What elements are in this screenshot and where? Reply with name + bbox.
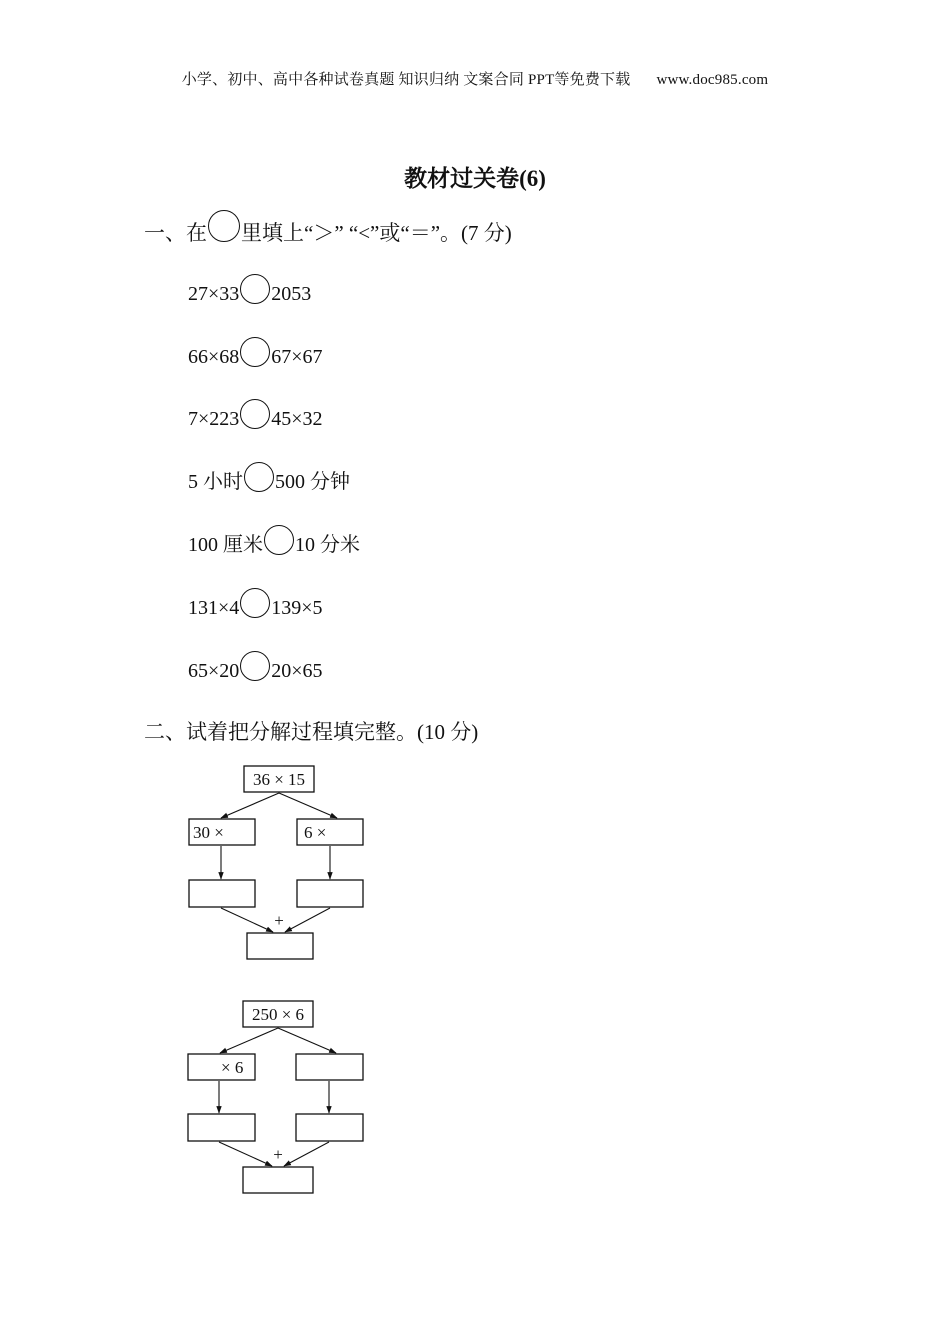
d2-left-text: × 6 [221, 1058, 244, 1077]
d2-plus-sign: + [273, 1145, 283, 1164]
comparison-row: 27×33 2053 [188, 274, 311, 306]
comparison-row: 131×4 139×5 [188, 588, 323, 620]
page-title: 教材过关卷(6) [404, 166, 546, 191]
d2-sum-box[interactable] [243, 1167, 313, 1193]
comparison-row: 66×68 67×67 [188, 337, 323, 369]
comparison-row: 100 厘米 10 分米 [188, 525, 360, 557]
d2-right-result-box[interactable] [296, 1114, 363, 1141]
d1-top-text: 36 × 15 [252, 770, 306, 789]
d1-sum-box[interactable] [247, 933, 313, 959]
d1-right-result-box[interactable] [297, 880, 363, 907]
d1-right-text: 6 × [304, 823, 327, 842]
header-text: 小学、初中、高中各种试卷真题 知识归纳 文案合同 PPT等免费下载 [181, 72, 631, 88]
comparison-row: 65×20 20×65 [188, 651, 323, 683]
d2-right-box[interactable] [296, 1054, 363, 1080]
diagram-1 [189, 766, 363, 959]
section2-heading: 二、试着把分解过程填完整。(10 分) [144, 720, 479, 744]
diagram-2 [188, 1001, 363, 1193]
d2-left-result-box[interactable] [188, 1114, 255, 1141]
comparison-row: 5 小时 500 分钟 [188, 462, 350, 494]
d1-left-result-box[interactable] [189, 880, 255, 907]
section1-heading: 一、在 里填上“＞” “<”或“＝”。(7 分) [144, 210, 512, 247]
d2-top-text: 250 × 6 [251, 1005, 305, 1024]
d1-plus-sign: + [274, 911, 284, 930]
comparison-row: 7×223 45×32 [188, 399, 323, 431]
d1-left-text: 30 × [193, 823, 224, 842]
header-url[interactable]: www.doc985.com [656, 72, 769, 88]
